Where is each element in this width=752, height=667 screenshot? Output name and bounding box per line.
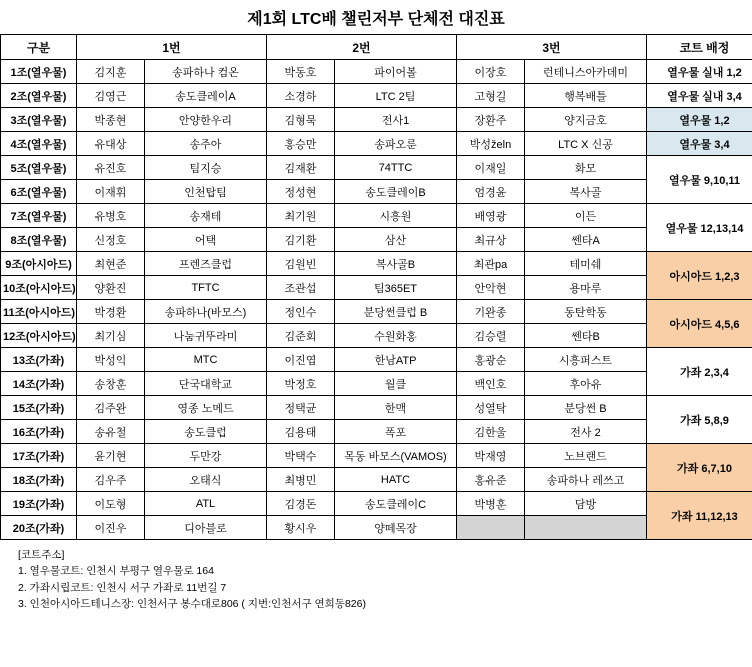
cell-group: 11조(아시아드) (1, 300, 77, 324)
cell-team-3: LTC X 신공 (525, 132, 647, 156)
cell-team-2: LTC 2팀 (335, 84, 457, 108)
cell-team-2: 한남ATP (335, 348, 457, 372)
cell-team-3: 후아유 (525, 372, 647, 396)
cell-team-3: 쎈타A (525, 228, 647, 252)
table-row (1, 444, 752, 468)
cell-player-1: 유병호 (77, 204, 145, 228)
cell-player-3: 고형길 (457, 84, 525, 108)
cell-team-1: 송재테 (145, 204, 267, 228)
cell-player-3: 박성želn (457, 132, 525, 156)
cell-group: 3조(열우물) (1, 108, 77, 132)
column-header-court: 코트 배정 (647, 35, 752, 60)
cell-team-3: 양지금호 (525, 108, 647, 132)
cell-player-2: 박정호 (267, 372, 335, 396)
cell-player-2: 박동호 (267, 60, 335, 84)
cell-team-2: 시흥원 (335, 204, 457, 228)
cell-court-assignment: 열우물 9,10,11 (647, 156, 752, 204)
cell-team-3: 노브랜드 (525, 444, 647, 468)
cell-team-3: 동탄학동 (525, 300, 647, 324)
cell-player-3: 안악현 (457, 276, 525, 300)
cell-group: 12조(아시아드) (1, 324, 77, 348)
cell-team-2: 삼산 (335, 228, 457, 252)
table-body (1, 60, 752, 540)
cell-player-3: 홍유준 (457, 468, 525, 492)
cell-group: 14조(가좌) (1, 372, 77, 396)
cell-team-1: 나눔귀뚜라미 (145, 324, 267, 348)
cell-player-1: 유진호 (77, 156, 145, 180)
cell-player-1: 김주완 (77, 396, 145, 420)
cell-team-3: 테미쉐 (525, 252, 647, 276)
cell-team-3: 이든 (525, 204, 647, 228)
cell-player-1: 양환진 (77, 276, 145, 300)
cell-court-assignment: 열우물 3,4 (647, 132, 752, 156)
cell-team-2: HATC (335, 468, 457, 492)
cell-group: 19조(가좌) (1, 492, 77, 516)
cell-player-1: 박종현 (77, 108, 145, 132)
cell-team-3: 전사 2 (525, 420, 647, 444)
table-row (1, 84, 752, 108)
column-header-1: 1번 (77, 35, 267, 60)
cell-team-2: 송도클레이C (335, 492, 457, 516)
cell-team-1: MTC (145, 348, 267, 372)
cell-team-1: 송파하나 컴온 (145, 60, 267, 84)
cell-player-1: 이재휘 (77, 180, 145, 204)
cell-player-1: 박성익 (77, 348, 145, 372)
cell-court-assignment: 가좌 5,8,9 (647, 396, 752, 444)
cell-group: 8조(열우물) (1, 228, 77, 252)
table-row (1, 228, 752, 252)
table-row (1, 420, 752, 444)
cell-team-1: 송파하나(바모스) (145, 300, 267, 324)
cell-player-3: 이재일 (457, 156, 525, 180)
table-row (1, 60, 752, 84)
cell-court-assignment: 열우물 실내 3,4 (647, 84, 752, 108)
cell-team-1: 단국대학교 (145, 372, 267, 396)
notes-line-3: 3. 인천아시아드테니스장: 인천서구 봉수대로806 ( 지번:인천서구 연희동826) (18, 597, 366, 610)
cell-team-2: 양떼목장 (335, 516, 457, 540)
cell-group: 5조(열우물) (1, 156, 77, 180)
cell-player-3: 백인호 (457, 372, 525, 396)
cell-court-assignment: 열우물 실내 1,2 (647, 60, 752, 84)
table-row (1, 372, 752, 396)
cell-player-3: 이장호 (457, 60, 525, 84)
cell-player-2: 박택수 (267, 444, 335, 468)
cell-player-1: 이도형 (77, 492, 145, 516)
cell-player-2: 정택균 (267, 396, 335, 420)
cell-player-3: 배영광 (457, 204, 525, 228)
cell-team-1: 두만강 (145, 444, 267, 468)
cell-team-2: 파이어볼 (335, 60, 457, 84)
cell-team-1: 오태식 (145, 468, 267, 492)
cell-group: 18조(가좌) (1, 468, 77, 492)
court-address-notes (18, 547, 752, 612)
cell-player-2: 이진엽 (267, 348, 335, 372)
column-header-2: 2번 (267, 35, 457, 60)
cell-team-3: 복사골 (525, 180, 647, 204)
cell-group: 9조(아시아드) (1, 252, 77, 276)
cell-group: 6조(열우물) (1, 180, 77, 204)
cell-team-2: 폭포 (335, 420, 457, 444)
cell-team-1: 영종 노메드 (145, 396, 267, 420)
column-header-group: 구분 (1, 35, 77, 60)
cell-team-2: 한맥 (335, 396, 457, 420)
cell-player-1: 송유철 (77, 420, 145, 444)
cell-team-3: 런테니스아카데미 (525, 60, 647, 84)
cell-team-1: 송주아 (145, 132, 267, 156)
cell-player-3: 홍광순 (457, 348, 525, 372)
cell-player-3: 최규상 (457, 228, 525, 252)
cell-team-1: 팀지승 (145, 156, 267, 180)
cell-player-3: 박재영 (457, 444, 525, 468)
cell-group: 13조(가좌) (1, 348, 77, 372)
cell-group: 20조(가좌) (1, 516, 77, 540)
cell-court-assignment: 열우물 12,13,14 (647, 204, 752, 252)
cell-player-2: 김재환 (267, 156, 335, 180)
cell-court-assignment: 아시아드 4,5,6 (647, 300, 752, 348)
cell-team-1: TFTC (145, 276, 267, 300)
table-row (1, 468, 752, 492)
cell-player-2: 김원빈 (267, 252, 335, 276)
cell-team-1: 인천탑팀 (145, 180, 267, 204)
cell-court-assignment: 아시아드 1,2,3 (647, 252, 752, 300)
table-row (1, 156, 752, 180)
cell-team-2: 전사1 (335, 108, 457, 132)
cell-team-1: 송도클럽 (145, 420, 267, 444)
table-row (1, 396, 752, 420)
cell-court-assignment: 가좌 11,12,13 (647, 492, 752, 540)
table-header-row (1, 35, 752, 60)
table-row (1, 324, 752, 348)
cell-group: 2조(열우물) (1, 84, 77, 108)
cell-player-3: 최관ра (457, 252, 525, 276)
table-row (1, 492, 752, 516)
cell-player-2: 최병민 (267, 468, 335, 492)
cell-team-2: 수원화홍 (335, 324, 457, 348)
cell-team-3-empty (525, 516, 647, 540)
cell-team-1: 안양한우리 (145, 108, 267, 132)
cell-team-1: 송도클레이A (145, 84, 267, 108)
cell-player-2: 김경돈 (267, 492, 335, 516)
cell-player-2: 김용태 (267, 420, 335, 444)
cell-player-2: 정성현 (267, 180, 335, 204)
cell-player-3: 김한울 (457, 420, 525, 444)
cell-player-2: 황시우 (267, 516, 335, 540)
cell-player-1: 김우주 (77, 468, 145, 492)
cell-player-2: 조관섭 (267, 276, 335, 300)
cell-player-1: 유대상 (77, 132, 145, 156)
cell-team-1: 디아블로 (145, 516, 267, 540)
table-row (1, 132, 752, 156)
page-title: 제1회 LTC배 챌린저부 단체전 대진표 (247, 11, 505, 28)
cell-team-2: 복사골B (335, 252, 457, 276)
table-row (1, 348, 752, 372)
cell-team-2: 월클 (335, 372, 457, 396)
cell-player-1: 최기심 (77, 324, 145, 348)
cell-group: 1조(열우물) (1, 60, 77, 84)
cell-team-3: 용마루 (525, 276, 647, 300)
cell-team-2: 74TTC (335, 156, 457, 180)
cell-player-1: 박경환 (77, 300, 145, 324)
cell-team-3: 분당썬 B (525, 396, 647, 420)
bracket-table (0, 34, 752, 540)
cell-team-3: 쎈타B (525, 324, 647, 348)
table-row (1, 300, 752, 324)
cell-player-3: 장환주 (457, 108, 525, 132)
cell-team-2: 분당썬클럽 B (335, 300, 457, 324)
cell-player-2: 최기원 (267, 204, 335, 228)
cell-player-3: 엄경윤 (457, 180, 525, 204)
cell-player-1: 송창훈 (77, 372, 145, 396)
table-row (1, 108, 752, 132)
cell-player-1: 김영근 (77, 84, 145, 108)
cell-player-2: 김준회 (267, 324, 335, 348)
table-row (1, 276, 752, 300)
cell-team-3: 송파하나 레쓰고 (525, 468, 647, 492)
cell-team-1: 어택 (145, 228, 267, 252)
cell-player-2: 김기환 (267, 228, 335, 252)
cell-player-3: 김승렬 (457, 324, 525, 348)
notes-line-2: 2. 가좌시립코트: 인천시 서구 가좌로 11번길 7 (18, 581, 227, 594)
table-row (1, 252, 752, 276)
cell-team-3: 담방 (525, 492, 647, 516)
cell-group: 16조(가좌) (1, 420, 77, 444)
cell-team-2: 팀365ET (335, 276, 457, 300)
cell-player-1: 신정호 (77, 228, 145, 252)
table-row (1, 516, 752, 540)
cell-team-2: 송파오룬 (335, 132, 457, 156)
cell-group: 4조(열우물) (1, 132, 77, 156)
cell-player-1: 김지훈 (77, 60, 145, 84)
notes-line-1: 1. 열우물코트: 인천시 부평구 열우물로 164 (18, 565, 214, 578)
cell-player-1: 이진우 (77, 516, 145, 540)
cell-court-assignment: 가좌 2,3,4 (647, 348, 752, 396)
cell-player-3: 성열탁 (457, 396, 525, 420)
cell-player-3: 박병훈 (457, 492, 525, 516)
cell-player-2: 홍승만 (267, 132, 335, 156)
cell-group: 17조(가좌) (1, 444, 77, 468)
cell-team-3: 시흥퍼스트 (525, 348, 647, 372)
cell-player-2: 소경하 (267, 84, 335, 108)
cell-group: 15조(가좌) (1, 396, 77, 420)
cell-player-3: 기완종 (457, 300, 525, 324)
cell-team-2: 송도클레이B (335, 180, 457, 204)
cell-team-2: 목동 바모스(VAMOS) (335, 444, 457, 468)
cell-player-1: 최현준 (77, 252, 145, 276)
column-header-3: 3번 (457, 35, 647, 60)
cell-court-assignment: 가좌 6,7,10 (647, 444, 752, 492)
table-row (1, 204, 752, 228)
cell-group: 10조(아시아드) (1, 276, 77, 300)
cell-player-1: 윤기현 (77, 444, 145, 468)
cell-player-2: 김형묵 (267, 108, 335, 132)
cell-team-3: 화모 (525, 156, 647, 180)
cell-team-1: ATL (145, 492, 267, 516)
notes-header: [코트주소] (18, 549, 65, 561)
cell-team-1: 프렌즈클럽 (145, 252, 267, 276)
cell-group: 7조(열우물) (1, 204, 77, 228)
cell-player-3-empty (457, 516, 525, 540)
cell-court-assignment: 열우물 1,2 (647, 108, 752, 132)
cell-player-2: 정인수 (267, 300, 335, 324)
table-row (1, 180, 752, 204)
cell-team-3: 행복배틀 (525, 84, 647, 108)
